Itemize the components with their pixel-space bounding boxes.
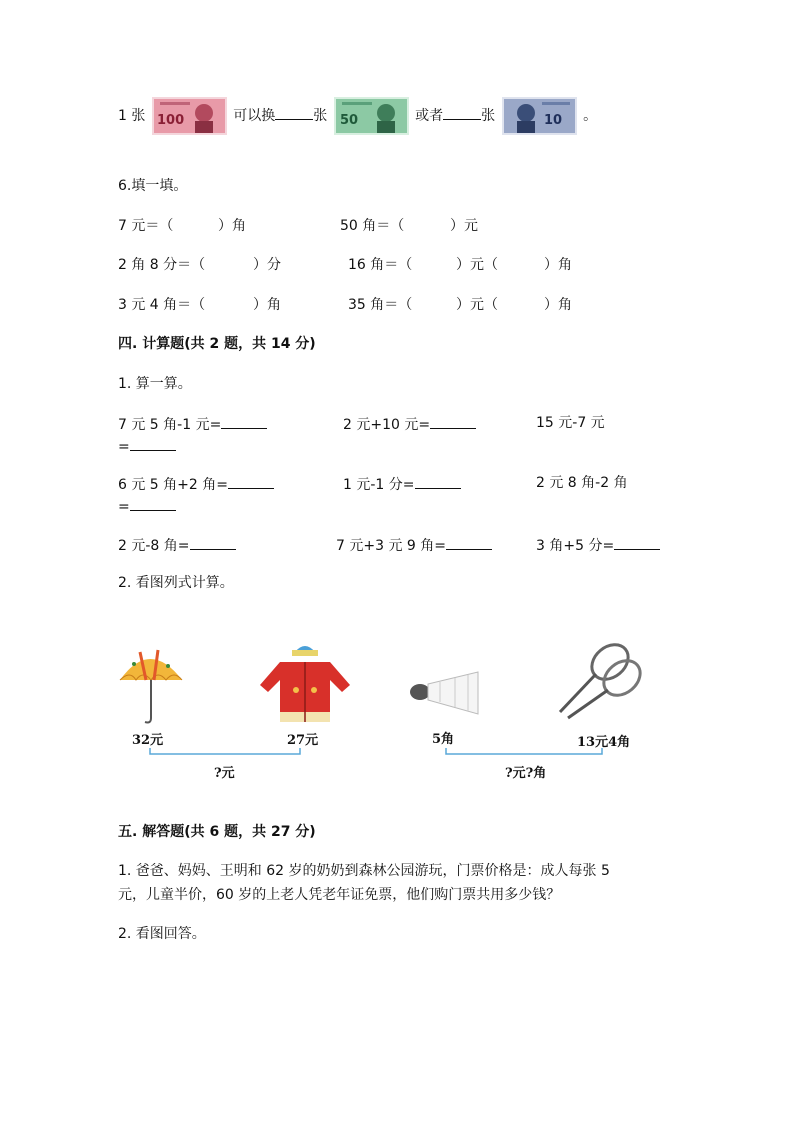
calc-r2c2: 1 元-1 分=	[343, 474, 461, 494]
calc-r3c3: 3 角+5 分=	[536, 535, 660, 555]
banknote-10-image	[502, 97, 577, 135]
shuttlecock-icon	[410, 672, 478, 714]
total-left: ?元	[214, 766, 235, 781]
umbrella-icon	[120, 650, 182, 723]
section4-q1-title: 1. 算一算。	[118, 376, 192, 392]
q6-r1c2: ）角	[218, 218, 246, 234]
calc-r2c3-cont: =	[118, 496, 176, 516]
banknote-100-image	[152, 97, 227, 135]
exchange-mid3: 或者	[415, 108, 444, 124]
q6-r2c3: 16 角＝（	[348, 257, 413, 273]
coat-icon	[260, 646, 350, 722]
exchange-mid2: 张	[313, 108, 328, 124]
price-shuttlecock: 5角	[432, 732, 455, 747]
banknote-50-image	[334, 97, 409, 135]
section5-q2-title: 2. 看图回答。	[118, 926, 206, 942]
calc-r1c3-cont: =	[118, 436, 176, 456]
exchange-mid1: 可以换	[233, 108, 276, 124]
exchange-end: 。	[583, 108, 598, 124]
q6-r2c1: 2 角 8 分＝（	[118, 257, 206, 273]
calc-r3c2: 7 元+3 元 9 角=	[336, 535, 492, 555]
q6-r3c1: 3 元 4 角＝（	[118, 297, 206, 313]
section4-title: 四. 计算题(共 2 题，共 14 分)	[118, 336, 316, 352]
exchange-prefix: 1 张	[118, 108, 146, 124]
q6-r1c3: 50 角＝（	[340, 218, 405, 234]
price-rackets: 13元4角	[577, 735, 631, 750]
calc-r1c1: 7 元 5 角-1 元=	[118, 414, 267, 434]
section4-q2-title: 2. 看图列式计算。	[118, 575, 234, 591]
exchange-line	[118, 96, 597, 136]
calc-r1c3: 15 元-7 元	[536, 415, 605, 431]
section5-q1-line2: 元，儿童半价，60 岁的上老人凭老年证免票，他们购门票共用多少钱？	[118, 887, 561, 903]
calc-r3c1: 2 元-8 角=	[118, 535, 236, 555]
calc-r2c1: 6 元 5 角+2 角=	[118, 474, 274, 494]
exchange-mid4: 张	[481, 108, 496, 124]
note-100-value: 100	[156, 113, 184, 128]
q6-r1c1: 7 元＝（	[118, 218, 174, 234]
note-10-value: 10	[543, 113, 562, 128]
blank-count-10	[443, 105, 481, 120]
q6-r3c5: ）角	[544, 297, 572, 313]
section5-q1-line1: 1. 爸爸、妈妈、王明和 62 岁的奶奶到森林公园游玩，门票价格是：成人每张 5	[118, 863, 610, 879]
q6-r3c3: 35 角＝（	[348, 297, 413, 313]
q6-r3c2: ）角	[253, 297, 281, 313]
calc-r1c2: 2 元+10 元=	[343, 414, 476, 434]
calc-r2c3: 2 元 8 角-2 角	[536, 475, 628, 491]
q6-r2c2: ）分	[253, 257, 281, 273]
section5-title: 五. 解答题(共 6 题，共 27 分)	[118, 824, 316, 840]
q6-r2c4: ）元（	[456, 257, 498, 273]
price-umbrella: 32元	[132, 733, 164, 748]
price-coat: 27元	[287, 733, 319, 748]
brace-left	[150, 748, 300, 754]
q6-r1c4: ）元	[450, 218, 478, 234]
q6-r3c4: ）元（	[456, 297, 498, 313]
q6-r2c5: ）角	[544, 257, 572, 273]
q6-title: 6.填一填。	[118, 178, 188, 194]
rackets-icon	[560, 640, 647, 718]
total-right: ?元?角	[505, 766, 547, 781]
note-50-value: 50	[339, 113, 358, 128]
blank-count-50	[275, 105, 313, 120]
item-figure	[110, 640, 670, 790]
